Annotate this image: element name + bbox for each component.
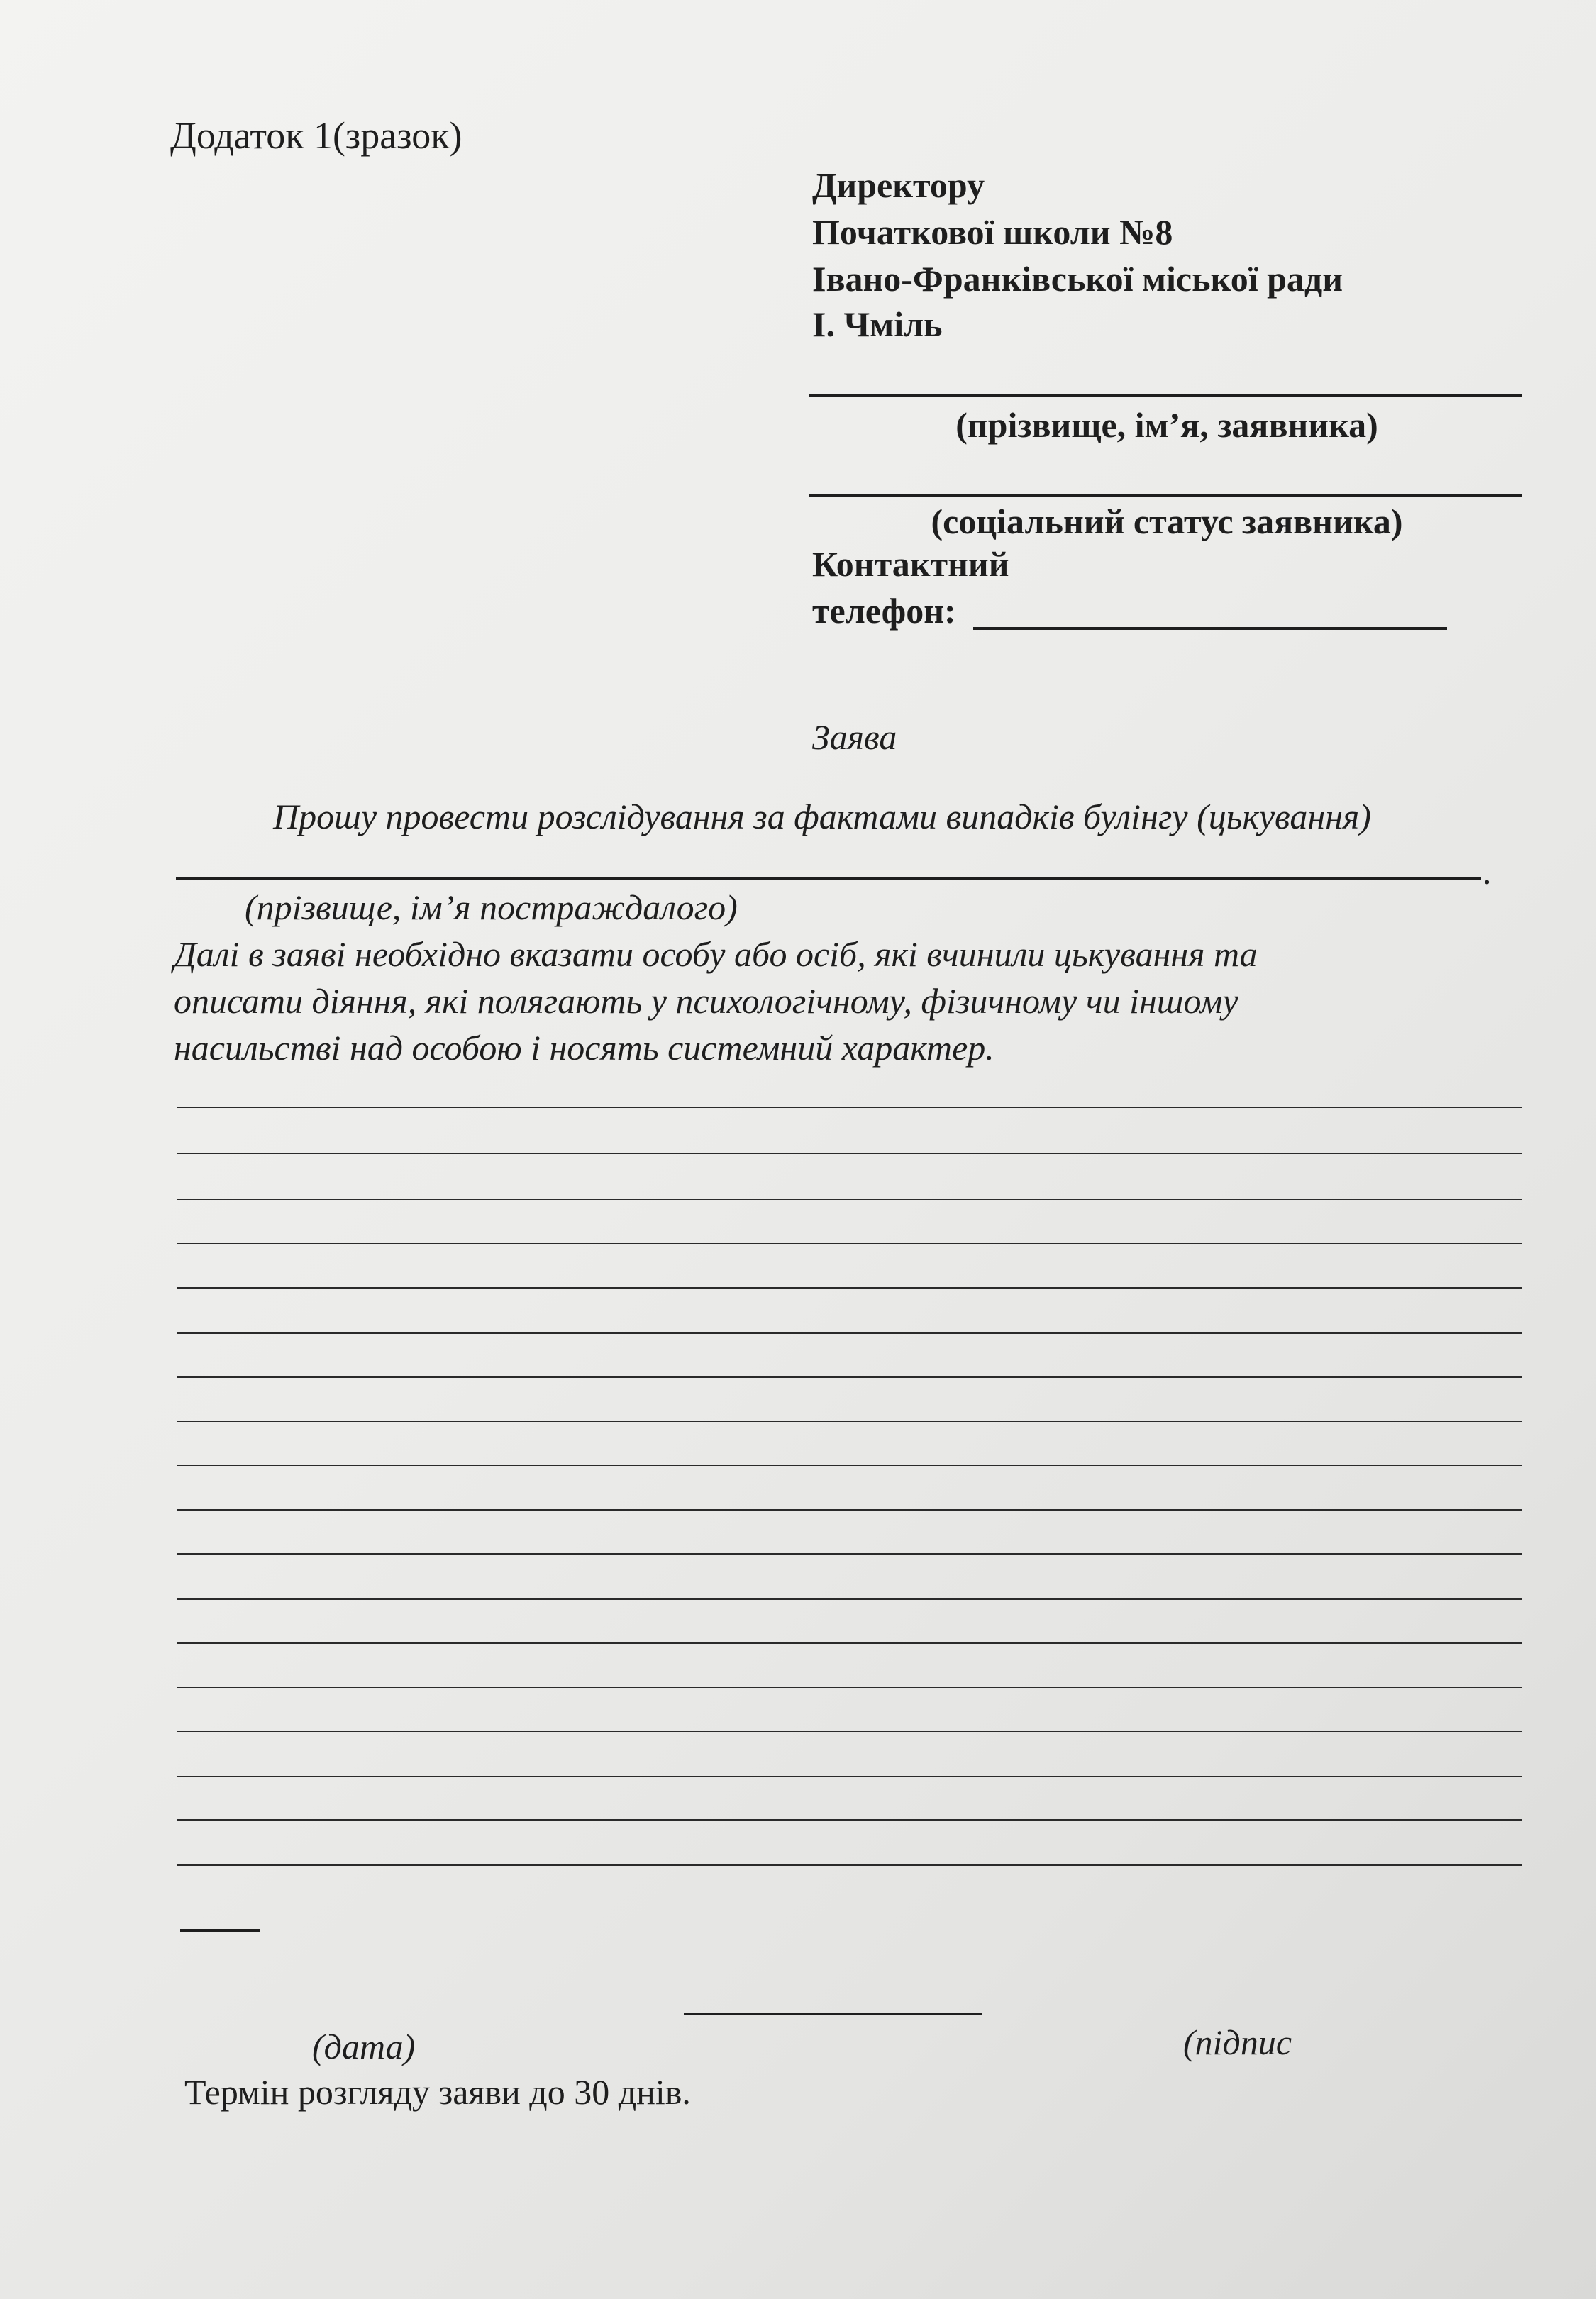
writing-line[interactable] xyxy=(177,1287,1522,1289)
writing-line[interactable] xyxy=(177,1731,1522,1732)
applicant-name-caption: (прізвище, ім’я, заявника) xyxy=(955,405,1378,445)
request-text: Прошу провести розслідування за фактами випадків булінгу (цькування) xyxy=(273,797,1371,836)
review-term-note: Термін розгляду заяви до 30 днів. xyxy=(184,2072,691,2112)
applicant-status-field-line[interactable] xyxy=(809,494,1522,497)
phone-field-line[interactable] xyxy=(973,627,1447,630)
writing-line[interactable] xyxy=(177,1509,1522,1511)
appendix-label: Додаток 1(зразок) xyxy=(170,114,462,157)
writing-line[interactable] xyxy=(177,1687,1522,1688)
writing-line[interactable] xyxy=(177,1107,1522,1108)
signature-field-line[interactable] xyxy=(684,2013,982,2015)
writing-line[interactable] xyxy=(177,1864,1522,1866)
writing-line[interactable] xyxy=(177,1598,1522,1600)
applicant-status-caption: (соціальний статус заявника) xyxy=(931,502,1403,541)
instruction-line: описати діяння, які полягають у психологічному, фізичному чи іншому xyxy=(174,981,1238,1021)
date-caption: (дата) xyxy=(312,2027,416,2066)
writing-line[interactable] xyxy=(177,1465,1522,1466)
victim-name-caption: (прізвище, ім’я постраждалого) xyxy=(245,887,738,927)
addressee-line: Директору xyxy=(812,165,985,205)
writing-line[interactable] xyxy=(177,1153,1522,1154)
writing-line[interactable] xyxy=(177,1776,1522,1777)
writing-line[interactable] xyxy=(177,1553,1522,1555)
writing-line[interactable] xyxy=(177,1376,1522,1378)
applicant-name-field-line[interactable] xyxy=(809,394,1522,397)
phone-label: телефон: xyxy=(812,591,956,631)
writing-line[interactable] xyxy=(177,1421,1522,1422)
signature-caption: (підпис xyxy=(1183,2022,1292,2062)
instruction-line: насильстві над особою і носять системний характер. xyxy=(174,1028,994,1068)
victim-line-period: . xyxy=(1483,852,1492,892)
writing-line[interactable] xyxy=(177,1199,1522,1200)
addressee-line: І. Чміль xyxy=(812,304,943,344)
writing-line[interactable] xyxy=(177,1819,1522,1821)
addressee-line: Івано-Франківської міської ради xyxy=(812,259,1343,299)
document-title: Заява xyxy=(812,717,897,757)
addressee-line: Початкової школи №8 xyxy=(812,212,1173,252)
contact-label: Контактний xyxy=(812,544,1009,584)
writing-line[interactable] xyxy=(177,1243,1522,1244)
victim-name-field-line[interactable] xyxy=(176,877,1481,880)
instruction-line: Далі в заяві необхідно вказати особу або осіб, які вчинили цькування та xyxy=(174,934,1258,974)
writing-line-short[interactable] xyxy=(180,1929,260,1932)
writing-line[interactable] xyxy=(177,1642,1522,1644)
writing-line[interactable] xyxy=(177,1332,1522,1334)
